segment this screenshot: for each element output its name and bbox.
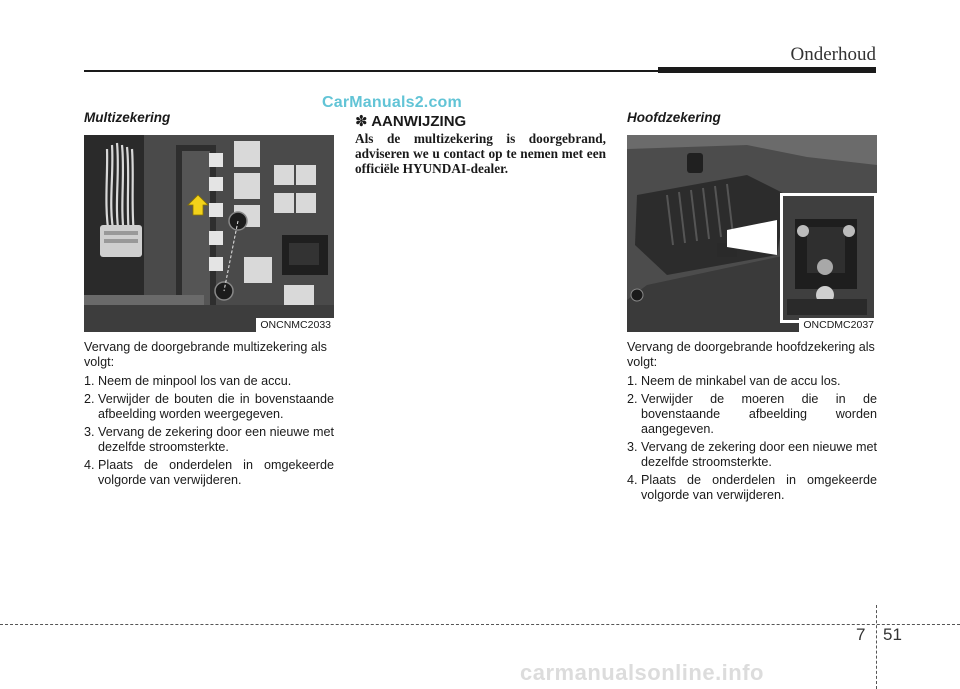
- step-number: 4.: [84, 458, 95, 472]
- list-item: [627, 392, 877, 437]
- watermark-footer-link[interactable]: carmanualsonline.info: [520, 660, 764, 685]
- list-item: [84, 458, 334, 488]
- page-number: 51: [883, 625, 902, 644]
- mainfuse-heading: Hoofdzekering: [627, 110, 721, 125]
- header-rule: [84, 70, 664, 72]
- chapter-number: 7: [856, 625, 866, 644]
- step-number: 1.: [84, 374, 95, 388]
- step-text: Plaats de onderdelen in omgekeerde volgorde van verwijderen.: [641, 473, 877, 502]
- step-number: 1.: [627, 374, 638, 388]
- step-number: 3.: [84, 425, 95, 439]
- list-item: [627, 473, 877, 503]
- notice-symbol-icon: ✽: [355, 113, 368, 130]
- step-text: Vervang de zekering door een nieuwe met dezelfde stroomsterkte.: [641, 440, 877, 469]
- mainfuse-intro: Vervang de doorgebrande hoofdzekering als volgt:: [627, 340, 875, 369]
- step-number: 2.: [627, 392, 638, 406]
- multifuse-photo: [84, 135, 334, 332]
- list-item: [84, 374, 334, 389]
- list-item: [627, 440, 877, 470]
- multifuse-steps: [84, 374, 334, 488]
- notice-title-text: AANWIJZING: [371, 113, 467, 130]
- list-item: [627, 374, 877, 389]
- notice-body: Als de multizekering is doorgebrand, adviseren we u contact op te nemen met een officiële HYUNDAI-dealer.: [355, 131, 606, 176]
- notice-title: [355, 112, 466, 130]
- step-number: 3.: [627, 440, 638, 454]
- step-text: Verwijder de moeren die in de bovenstaande afbeelding worden aangegeven.: [641, 392, 877, 436]
- list-item: [84, 392, 334, 422]
- multifuse-intro: Vervang de doorgebrande multizekering als volgt:: [84, 340, 327, 369]
- list-item: [84, 425, 334, 455]
- step-text: Neem de minpool los van de accu.: [98, 374, 292, 388]
- multifuse-photo-caption: ONCNMC2033: [256, 318, 334, 332]
- watermark-link[interactable]: CarManuals2.com: [322, 94, 462, 111]
- mainfuse-instructions: [627, 340, 877, 506]
- footer-page-divider: [876, 605, 877, 689]
- step-number: 2.: [84, 392, 95, 406]
- step-text: Verwijder de bouten die in bovenstaande afbeelding worden weergegeven.: [98, 392, 334, 421]
- footer-divider: [0, 624, 960, 625]
- multifuse-instructions: [84, 340, 334, 491]
- step-number: 4.: [627, 473, 638, 487]
- section-title: Onderhoud: [790, 44, 876, 65]
- mainfuse-photo-caption: ONCDMC2037: [799, 318, 877, 332]
- step-text: Neem de minkabel van de accu los.: [641, 374, 841, 388]
- step-text: Plaats de onderdelen in omgekeerde volgorde van verwijderen.: [98, 458, 334, 487]
- mainfuse-steps: [627, 374, 877, 503]
- step-text: Vervang de zekering door een nieuwe met dezelfde stroomsterkte.: [98, 425, 334, 454]
- mainfuse-photo: [627, 135, 877, 332]
- header-rule-accent: [658, 67, 876, 73]
- multifuse-heading: Multizekering: [84, 110, 171, 125]
